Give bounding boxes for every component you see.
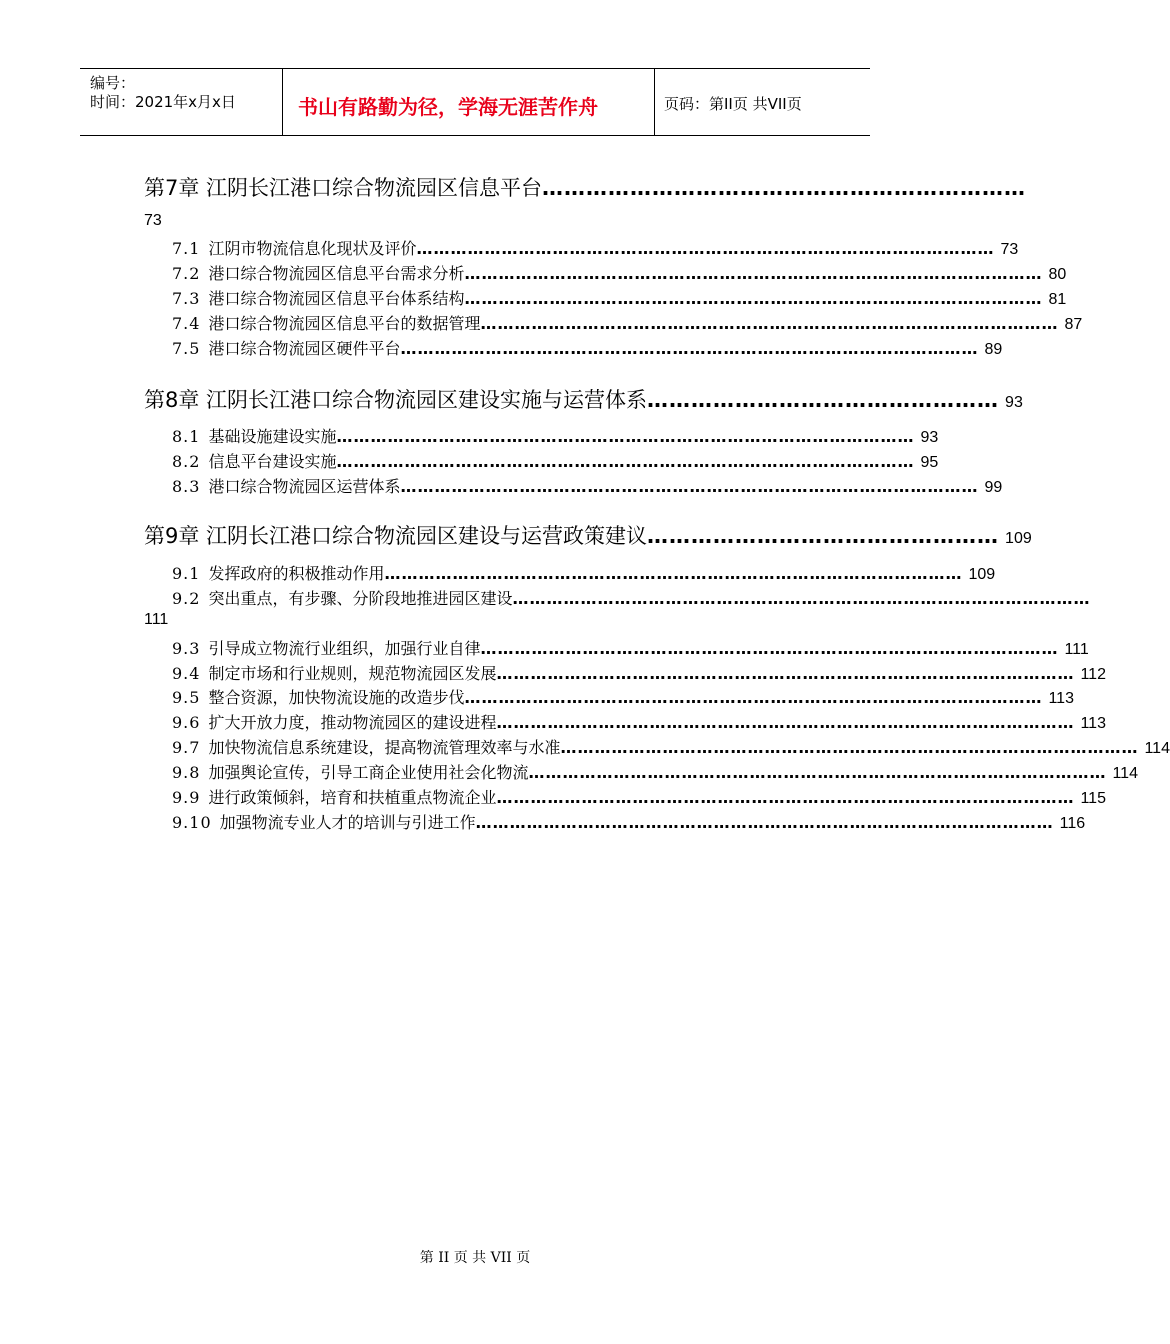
section-page: 99 [984,479,1003,496]
chapter-title: 第7章 江阴长江港口综合物流园区信息平台 [144,176,543,200]
section-title: 港口综合物流园区硬件平台 [208,339,401,358]
toc-entry-9-4[interactable] [172,661,1106,684]
leader-dots: ………………………………………………………………………………………… [496,788,1075,807]
section-title: 港口综合物流园区信息平台需求分析 [208,264,465,283]
section-9-2-page: 111 [144,611,169,628]
section-page: 112 [1080,666,1106,683]
leader-dots: ………………………………………………………………………………………… [416,239,995,258]
leader-dots: ………………………………………………………………………………………… [480,639,1059,658]
section-number: 9.9 [172,788,201,807]
section-title: 制定市场和行业规则，规范物流园区发展 [208,664,497,683]
leader-dots: ………………………………………………………………………………………… [400,477,979,496]
section-page: 113 [1080,715,1106,732]
leader-dots: ………………………………………………………………………………………… [336,427,915,446]
page-info: 页码：第II页 共VII页 [664,95,802,113]
toc-entry-9-2[interactable] [172,586,1091,609]
toc-entry-7-3[interactable] [172,286,1067,309]
section-title: 突出重点，有步骤、分阶段地推进园区建设 [208,589,513,608]
leader-dots: ………………………………………………………………………………………… [475,813,1054,832]
header-divider-right [654,68,655,135]
section-title: 信息平台建设实施 [208,452,337,471]
leader-dots: ………………………………………………………… [542,176,1027,200]
chapter-title: 第8章 江阴长江港口综合物流园区建设实施与运营体系 [144,388,648,412]
section-page: 114 [1144,740,1170,757]
section-number: 7.5 [172,339,201,358]
toc-chapter-8[interactable] [144,384,1023,414]
toc-entry-9-1[interactable] [172,561,996,584]
section-title: 引导成立物流行业组织，加强行业自律 [208,639,481,658]
leader-dots: ………………………………………………………………………………………… [528,763,1107,782]
toc-entry-9-9[interactable] [172,785,1106,808]
section-page: 81 [1048,291,1067,308]
section-page: 87 [1064,316,1083,333]
header-top-rule [80,68,870,69]
section-number: 9.2 [172,589,201,608]
leader-dots: ………………………………………………………………………………………… [464,688,1043,707]
section-number: 8.2 [172,452,201,471]
section-page: 73 [1000,241,1019,258]
section-page: 113 [1048,690,1074,707]
section-title: 江阴市物流信息化现状及评价 [208,239,417,258]
leader-dots: ………………………………………… [647,388,1000,412]
serial-label: 编号： [90,74,136,92]
section-number: 9.1 [172,564,201,583]
section-number: 7.3 [172,289,201,308]
section-number: 9.10 [172,813,212,832]
section-page: 93 [920,429,939,446]
section-title: 整合资源，加快物流设施的改造步伐 [208,688,465,707]
chapter-7-page: 73 [144,212,162,229]
toc-entry-7-2[interactable] [172,261,1067,284]
section-page: 116 [1059,815,1086,832]
section-page: 114 [1112,765,1138,782]
toc-entry-8-1[interactable] [172,424,939,447]
toc-entry-9-3[interactable] [172,636,1089,659]
toc-entry-8-2[interactable] [172,449,939,472]
toc-entry-9-10[interactable] [172,810,1086,833]
section-title: 港口综合物流园区信息平台体系结构 [208,289,465,308]
toc-entry-9-7[interactable] [172,735,1170,758]
leader-dots: ………………………………………………………………………………………… [400,339,979,358]
section-page: 80 [1048,266,1067,283]
leader-dots: ………………………………………………………………………………………… [480,314,1059,333]
section-number: 7.2 [172,264,201,283]
chapter-page: 93 [1005,394,1023,411]
leader-dots: ………………………………………………………………………………………… [464,289,1043,308]
section-title: 加强物流专业人才的培训与引进工作 [219,813,476,832]
header-divider-left [282,68,283,135]
toc-entry-7-5[interactable] [172,336,1003,359]
section-number: 9.5 [172,688,201,707]
section-number: 8.1 [172,427,201,446]
leader-dots: ………………………………………………………………………………………… [560,738,1139,757]
leader-dots: ………………………………………………………………………………………… [384,564,963,583]
section-title: 加快物流信息系统建设，提高物流管理效率与水准 [208,738,561,757]
chapter-page: 109 [1005,530,1032,547]
section-number: 9.8 [172,763,201,782]
leader-dots: ………………………………………………………………………………………… [512,589,1091,608]
section-page: 95 [920,454,939,471]
leader-dots: ………………………………………………………………………………………… [464,264,1043,283]
toc-entry-9-5[interactable] [172,685,1074,708]
section-number: 9.4 [172,664,201,683]
section-title: 港口综合物流园区运营体系 [208,477,401,496]
toc-entry-9-8[interactable] [172,760,1138,783]
section-number: 7.4 [172,314,201,333]
motto: 书山有路勤为径，学海无涯苦作舟 [298,95,598,119]
section-number: 9.3 [172,639,201,658]
section-number: 8.3 [172,477,201,496]
leader-dots: ………………………………………………………………………………………… [496,713,1075,732]
section-page: 111 [1064,641,1089,658]
toc-entry-8-3[interactable] [172,474,1003,497]
toc-chapter-9[interactable] [144,520,1032,550]
toc-entry-7-1[interactable] [172,236,1019,259]
leader-dots: ………………………………………………………………………………………… [336,452,915,471]
section-page: 109 [968,566,996,583]
page-footer: 第 II 页 共 VII 页 [419,1250,531,1266]
section-page: 89 [984,341,1003,358]
toc-entry-7-4[interactable] [172,311,1083,334]
toc-entry-9-6[interactable] [172,710,1106,733]
time-label: 时间：2021年x月x日 [90,93,236,111]
section-number: 9.7 [172,738,201,757]
section-number: 7.1 [172,239,201,258]
section-title: 加强舆论宣传，引导工商企业使用社会化物流 [208,763,529,782]
leader-dots: ………………………………………… [647,524,1000,548]
section-title: 基础设施建设实施 [208,427,337,446]
section-title: 港口综合物流园区信息平台的数据管理 [208,314,481,333]
section-title: 扩大开放力度，推动物流园区的建设进程 [208,713,497,732]
section-title: 进行政策倾斜，培育和扶植重点物流企业 [208,788,497,807]
section-title: 发挥政府的积极推动作用 [208,564,385,583]
toc-chapter-7[interactable] [144,172,1027,202]
section-page: 115 [1080,790,1106,807]
leader-dots: ………………………………………………………………………………………… [496,664,1075,683]
chapter-title: 第9章 江阴长江港口综合物流园区建设与运营政策建议 [144,524,648,548]
section-number: 9.6 [172,713,201,732]
header-bottom-rule [80,135,870,136]
